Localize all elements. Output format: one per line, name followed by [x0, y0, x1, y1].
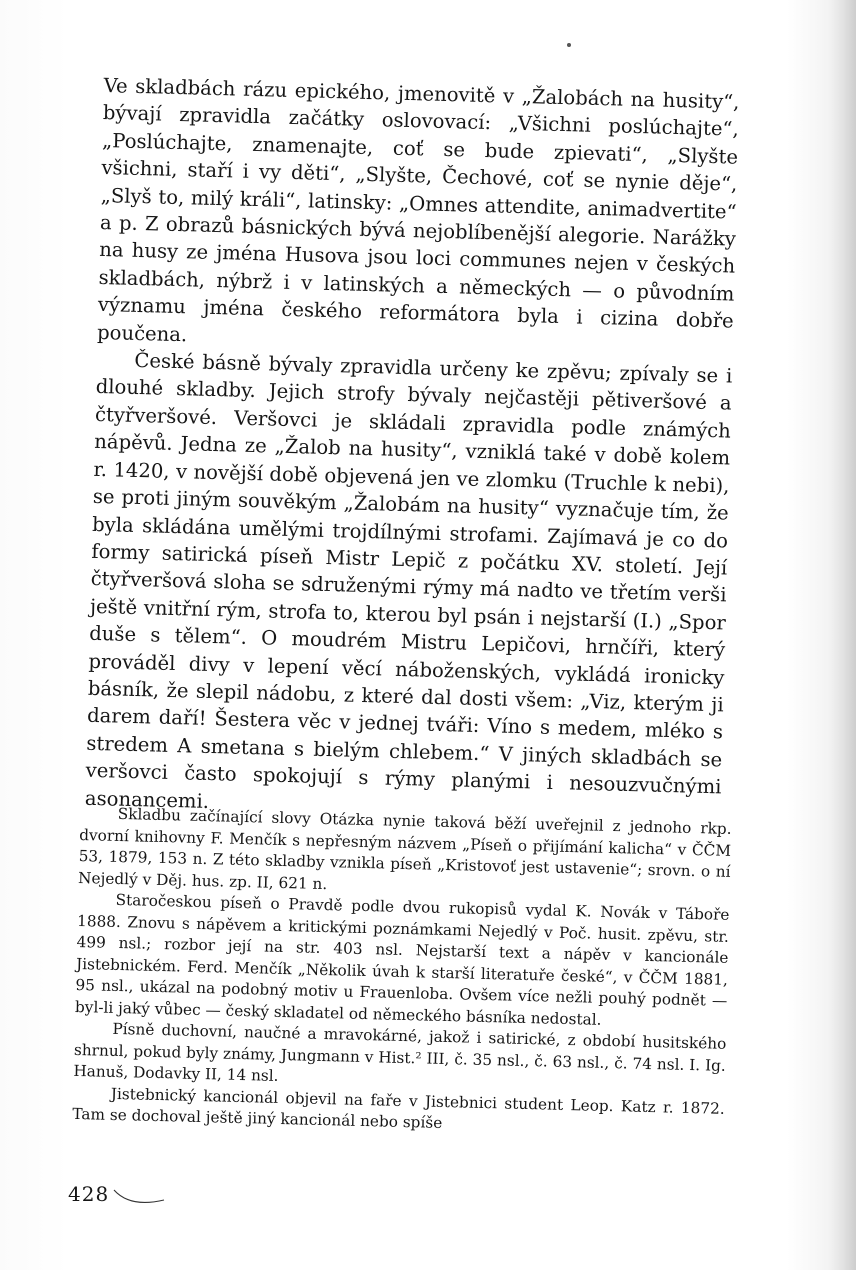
- paragraph: Ve skladbách rázu epického, jmenovitě v „Žalobách na husity“, bývají zpravidla začátky oslovovací: „Všichni poslúchajte“, „Poslúchajte, znamenajte, coť se bude zpievati“, „Slyšte všichni, staří i vy děti“, „Slyšte, Čechové, coť se nynie děje“, „Slyš to, milý králi“, latinsky: „Omnes attendite, animadvertite“ a p. Z obrazů básnických bývá nejoblíbenější alegorie. Narážky na husy ze jména Husova jsou loci communes nejen v českých skladbách, nýbrž i v latinských a německých — o původním významu jména českého reformátora byla i cizina dobře poučena.: [96, 73, 740, 346]
- ink-speck: [567, 43, 571, 47]
- page-spine-shadow: [828, 0, 856, 1270]
- paragraph: České básně bývaly zpravidla určeny ke zpěvu; zpívaly se i dlouhé skladby. Jejich strofy bývaly nejčastěji pětiveršové a čtyřveršové. Veršovci je skládali zpravidla podle známých nápěvů. Jedna ze „Žalob na husity“, vzniklá také v době kolem r. 1420, v novější době objevená jen ve zlomku (Truchle k nebi), se proti jiným souvěkým „Žalobám na husity“ vyznačuje tím, že byla skládána umělými trojdílnými strofami. Zajímavá je co do formy satirická píseň Mistr Lepič z počátku XV. století. Její čtyřveršová sloha se sdruženými rýmy má nadto ve třetím verši ještě vnitřní rým, strofa to, kterou byl psán i nejstarší (I.) „Spor duše s tělem“. O moudrém Mistru Lepičovi, hrnčíři, který prováděl divy v lepení věcí náboženských, vykládá ironicky básník, že slepil nádobu, z které dal dosti všem: „Viz, kterým ji darem daří! Šestera věc v jednej tváři: Víno s medem, mléko s stredem A smetana s bielým chlebem.“ V jiných skladbách se veršovci často spokojují s rýmy planými i nesouzvučnými asonancemi.: [84, 348, 733, 813]
- footnote: Skladbu začínající slovy Otázka nynie taková běží uveřejnil z jednoho rkp. dvorní knihovny F. Menčík s nepřesným názvem „Píseň o přijímání kalicha“ v ČČM 53, 1879, 153 n. Z této skladby vznikla píseň „Kristovoť jest ustavenie“; srovn. o ní Nejedlý v Děj. hus. zp. II, 621 n.: [77, 804, 732, 893]
- footnote: Jistebnický kancionál objevil na faře v Jistebnici student Leop. Katz r. 1872. Tam se dochoval ještě jiný kancionál nebo spíše: [72, 1084, 725, 1132]
- footnote: Písně duchovní, naučné a mravokárné, jakož i satirické, z období husitského shrnul, pokud byly známy, Jungmann v Hist.² III, č. 35 nsl., č. 63 nsl., č. 74 nsl. I. Ig. Hanuš, Dodavky II, 14 nsl.: [73, 1019, 727, 1085]
- page-number-flourish: [112, 1186, 168, 1210]
- main-text-block: [85, 72, 740, 828]
- page-number: 428: [68, 1182, 110, 1206]
- footnotes-block: [72, 803, 732, 1141]
- footnote: Staročeskou píseň o Pravdě podle dvou rukopisů vydal K. Novák v Táboře 1888. Znovu s nápěvem a kritickými poznámkami Nejedlý v Poč. husit. zpěvu, str. 499 nsl.; rozbor její na str. 403 nsl. Nejstarší text a nápěv v kancionále Jistebnickém. Ferd. Menčík „Několik úvah k starší literatuře české“, v ČČM 1881, 95 nsl., ukázal na podobný motiv u Frauenloba. Ovšem více nežli pouhý podnět — byl-li jaký vůbec — český skladatel od německého básníka nedostal.: [74, 890, 730, 1029]
